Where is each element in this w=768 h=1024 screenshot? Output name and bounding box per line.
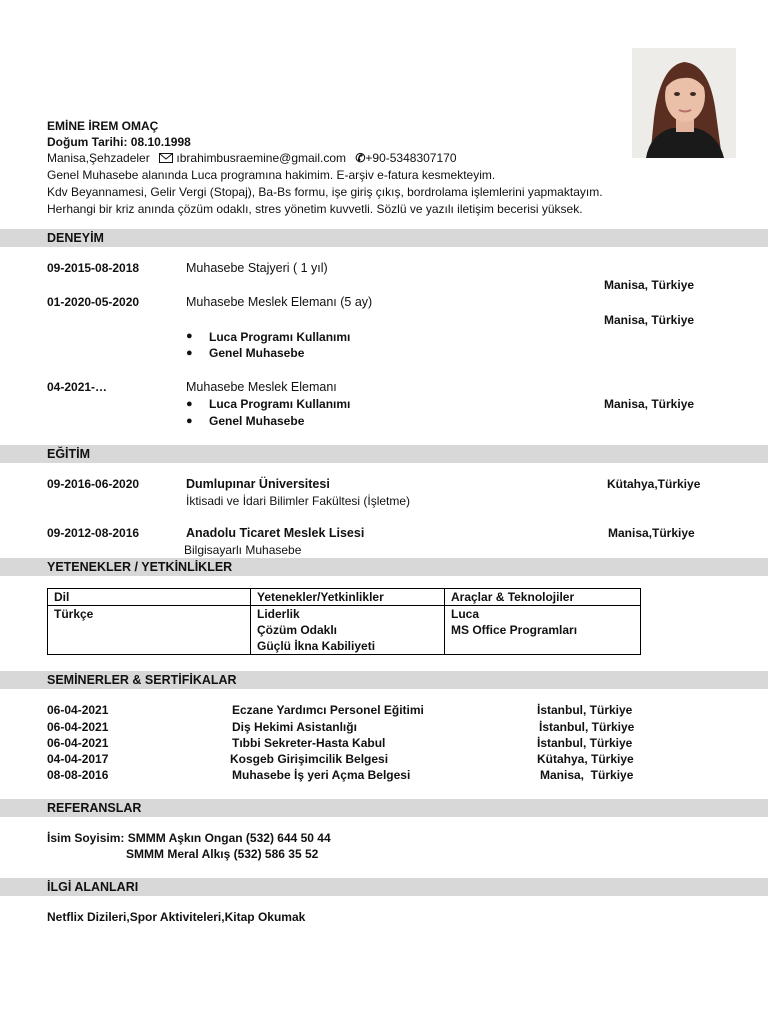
seminar-date: 06-04-2021	[47, 720, 109, 734]
seminar-location: Kütahya, Türkiye	[537, 752, 634, 766]
contact-line	[47, 151, 457, 166]
edu-detail: İktisadi ve İdari Bilimler Fakültesi (İşletme)	[186, 494, 411, 508]
exp-bullet-text: Genel Muhasebe	[209, 346, 305, 360]
seminar-name: Kosgeb Girişimcilik Belgesi	[230, 752, 389, 766]
section-bar-experience	[0, 229, 768, 247]
edu-detail: Bilgisayarlı Muhasebe	[184, 543, 302, 557]
seminar-date: 06-04-2021	[47, 736, 109, 750]
language-item: Türkçe	[54, 607, 94, 621]
seminar-location: İstanbul, Türkiye	[537, 736, 633, 750]
exp-bullet-text: Genel Muhasebe	[209, 414, 305, 428]
table-header-cell: Dil	[48, 589, 251, 606]
section-title-interests: İLGİ ALANLARI	[47, 880, 139, 894]
summary-line-1: Genel Muhasebe alanında Luca programına hakimim. E-arşiv e-fatura kesmekteyim.	[47, 168, 496, 182]
section-bar-education	[0, 445, 768, 463]
table-cell-languages	[48, 606, 251, 655]
exp-location: Manisa, Türkiye	[604, 278, 695, 292]
edu-date: 09-2012-08-2016	[47, 526, 140, 540]
edu-location: Kütahya,Türkiye	[607, 477, 701, 491]
exp-bullet-text: Luca Programı Kullanımı	[209, 330, 351, 344]
birth-date: Doğum Tarihi: 08.10.1998	[47, 135, 191, 149]
table-cell-skills	[251, 606, 445, 655]
person-name: EMİNE İREM OMAÇ	[47, 119, 159, 133]
exp-date: 04-2021-…	[47, 380, 108, 394]
seminar-location: Manisa, Türkiye	[540, 768, 634, 782]
reference-line-2: SMMM Meral Alkış (532) 586 35 52	[126, 847, 319, 861]
bullet-icon: ●	[186, 398, 193, 410]
reference-line-1: İsim Soyisim: SMMM Aşkın Ongan (532) 644 50 44	[47, 831, 331, 845]
seminar-name: Muhasebe İş yeri Açma Belgesi	[232, 768, 411, 782]
seminar-date: 08-08-2016	[47, 768, 109, 782]
tool-item: Luca	[451, 607, 480, 621]
seminar-date: 06-04-2021	[47, 703, 109, 717]
skill-item: Çözüm Odaklı	[257, 623, 338, 637]
tool-item: MS Office Programları	[451, 623, 578, 637]
bullet-icon: ●	[186, 330, 193, 342]
bullet-icon: ●	[186, 415, 193, 427]
section-title-skills: YETENEKLER / YETKİNLİKLER	[47, 560, 233, 574]
section-bar-interests	[0, 878, 768, 896]
exp-bullet-text: Luca Programı Kullanımı	[209, 397, 351, 411]
seminar-name: Tıbbi Sekreter-Hasta Kabul	[232, 736, 386, 750]
location-text: Manisa,Şehzadeler	[47, 151, 150, 165]
envelope-icon	[159, 152, 173, 166]
phone-icon: ✆	[355, 151, 366, 165]
seminar-location: İstanbul, Türkiye	[539, 720, 635, 734]
edu-school: Dumlupınar Üniversitesi	[186, 477, 330, 491]
section-title-experience: DENEYİM	[47, 231, 104, 245]
exp-title: Muhasebe Meslek Elemanı (5 ay)	[186, 295, 373, 309]
section-bar-references	[0, 799, 768, 817]
section-title-seminars: SEMİNERLER & SERTİFİKALAR	[47, 673, 237, 687]
skill-item: Güçlü İkna Kabiliyeti	[257, 639, 376, 653]
table-row	[48, 606, 641, 655]
table-cell-tools	[445, 606, 641, 655]
seminar-name: Eczane Yardımcı Personel Eğitimi	[232, 703, 424, 717]
portrait-image	[632, 48, 736, 158]
table-header-cell: Araçlar & Teknolojiler	[445, 589, 641, 606]
edu-date: 09-2016-06-2020	[47, 477, 140, 491]
section-title-education: EĞİTİM	[47, 447, 91, 461]
edu-school: Anadolu Ticaret Meslek Lisesi	[186, 526, 365, 540]
interests-text: Netflix Dizileri,Spor Aktiviteleri,Kitap Okumak	[47, 910, 306, 924]
seminar-date: 04-04-2017	[47, 752, 109, 766]
section-bar-seminars	[0, 671, 768, 689]
table-header-cell: Yetenekler/Yetkinlikler	[251, 589, 445, 606]
skill-item: Liderlik	[257, 607, 300, 621]
exp-date: 01-2020-05-2020	[47, 295, 140, 309]
table-header-row	[48, 589, 641, 606]
exp-title: Muhasebe Stajyeri ( 1 yıl)	[186, 261, 328, 275]
skills-table	[47, 588, 641, 655]
email-link[interactable]: ıbrahimbusraemine@gmail.com	[176, 151, 346, 165]
exp-title: Muhasebe Meslek Elemanı	[186, 380, 337, 394]
summary-line-2: Kdv Beyannamesi, Gelir Vergi (Stopaj), Ba-Bs formu, işe giriş çıkış, bordrolama işlemlerini yapmaktayım.	[47, 185, 603, 199]
seminar-location: İstanbul, Türkiye	[537, 703, 633, 717]
seminar-name: Diş Hekimi Asistanlığı	[232, 720, 357, 734]
phone-text: +90-5348307170	[365, 151, 457, 165]
profile-photo	[632, 48, 736, 158]
exp-location: Manisa, Türkiye	[604, 313, 695, 327]
summary-line-3: Herhangi bir kriz anında çözüm odaklı, stres yönetim kuvvetli. Sözlü ve yazılı iletişim becerisi yüksek.	[47, 202, 583, 216]
edu-location: Manisa,Türkiye	[608, 526, 695, 540]
section-title-references: REFERANSLAR	[47, 801, 142, 815]
bullet-icon: ●	[186, 347, 193, 359]
section-bar-skills	[0, 558, 768, 576]
exp-location: Manisa, Türkiye	[604, 397, 695, 411]
exp-date: 09-2015-08-2018	[47, 261, 140, 275]
